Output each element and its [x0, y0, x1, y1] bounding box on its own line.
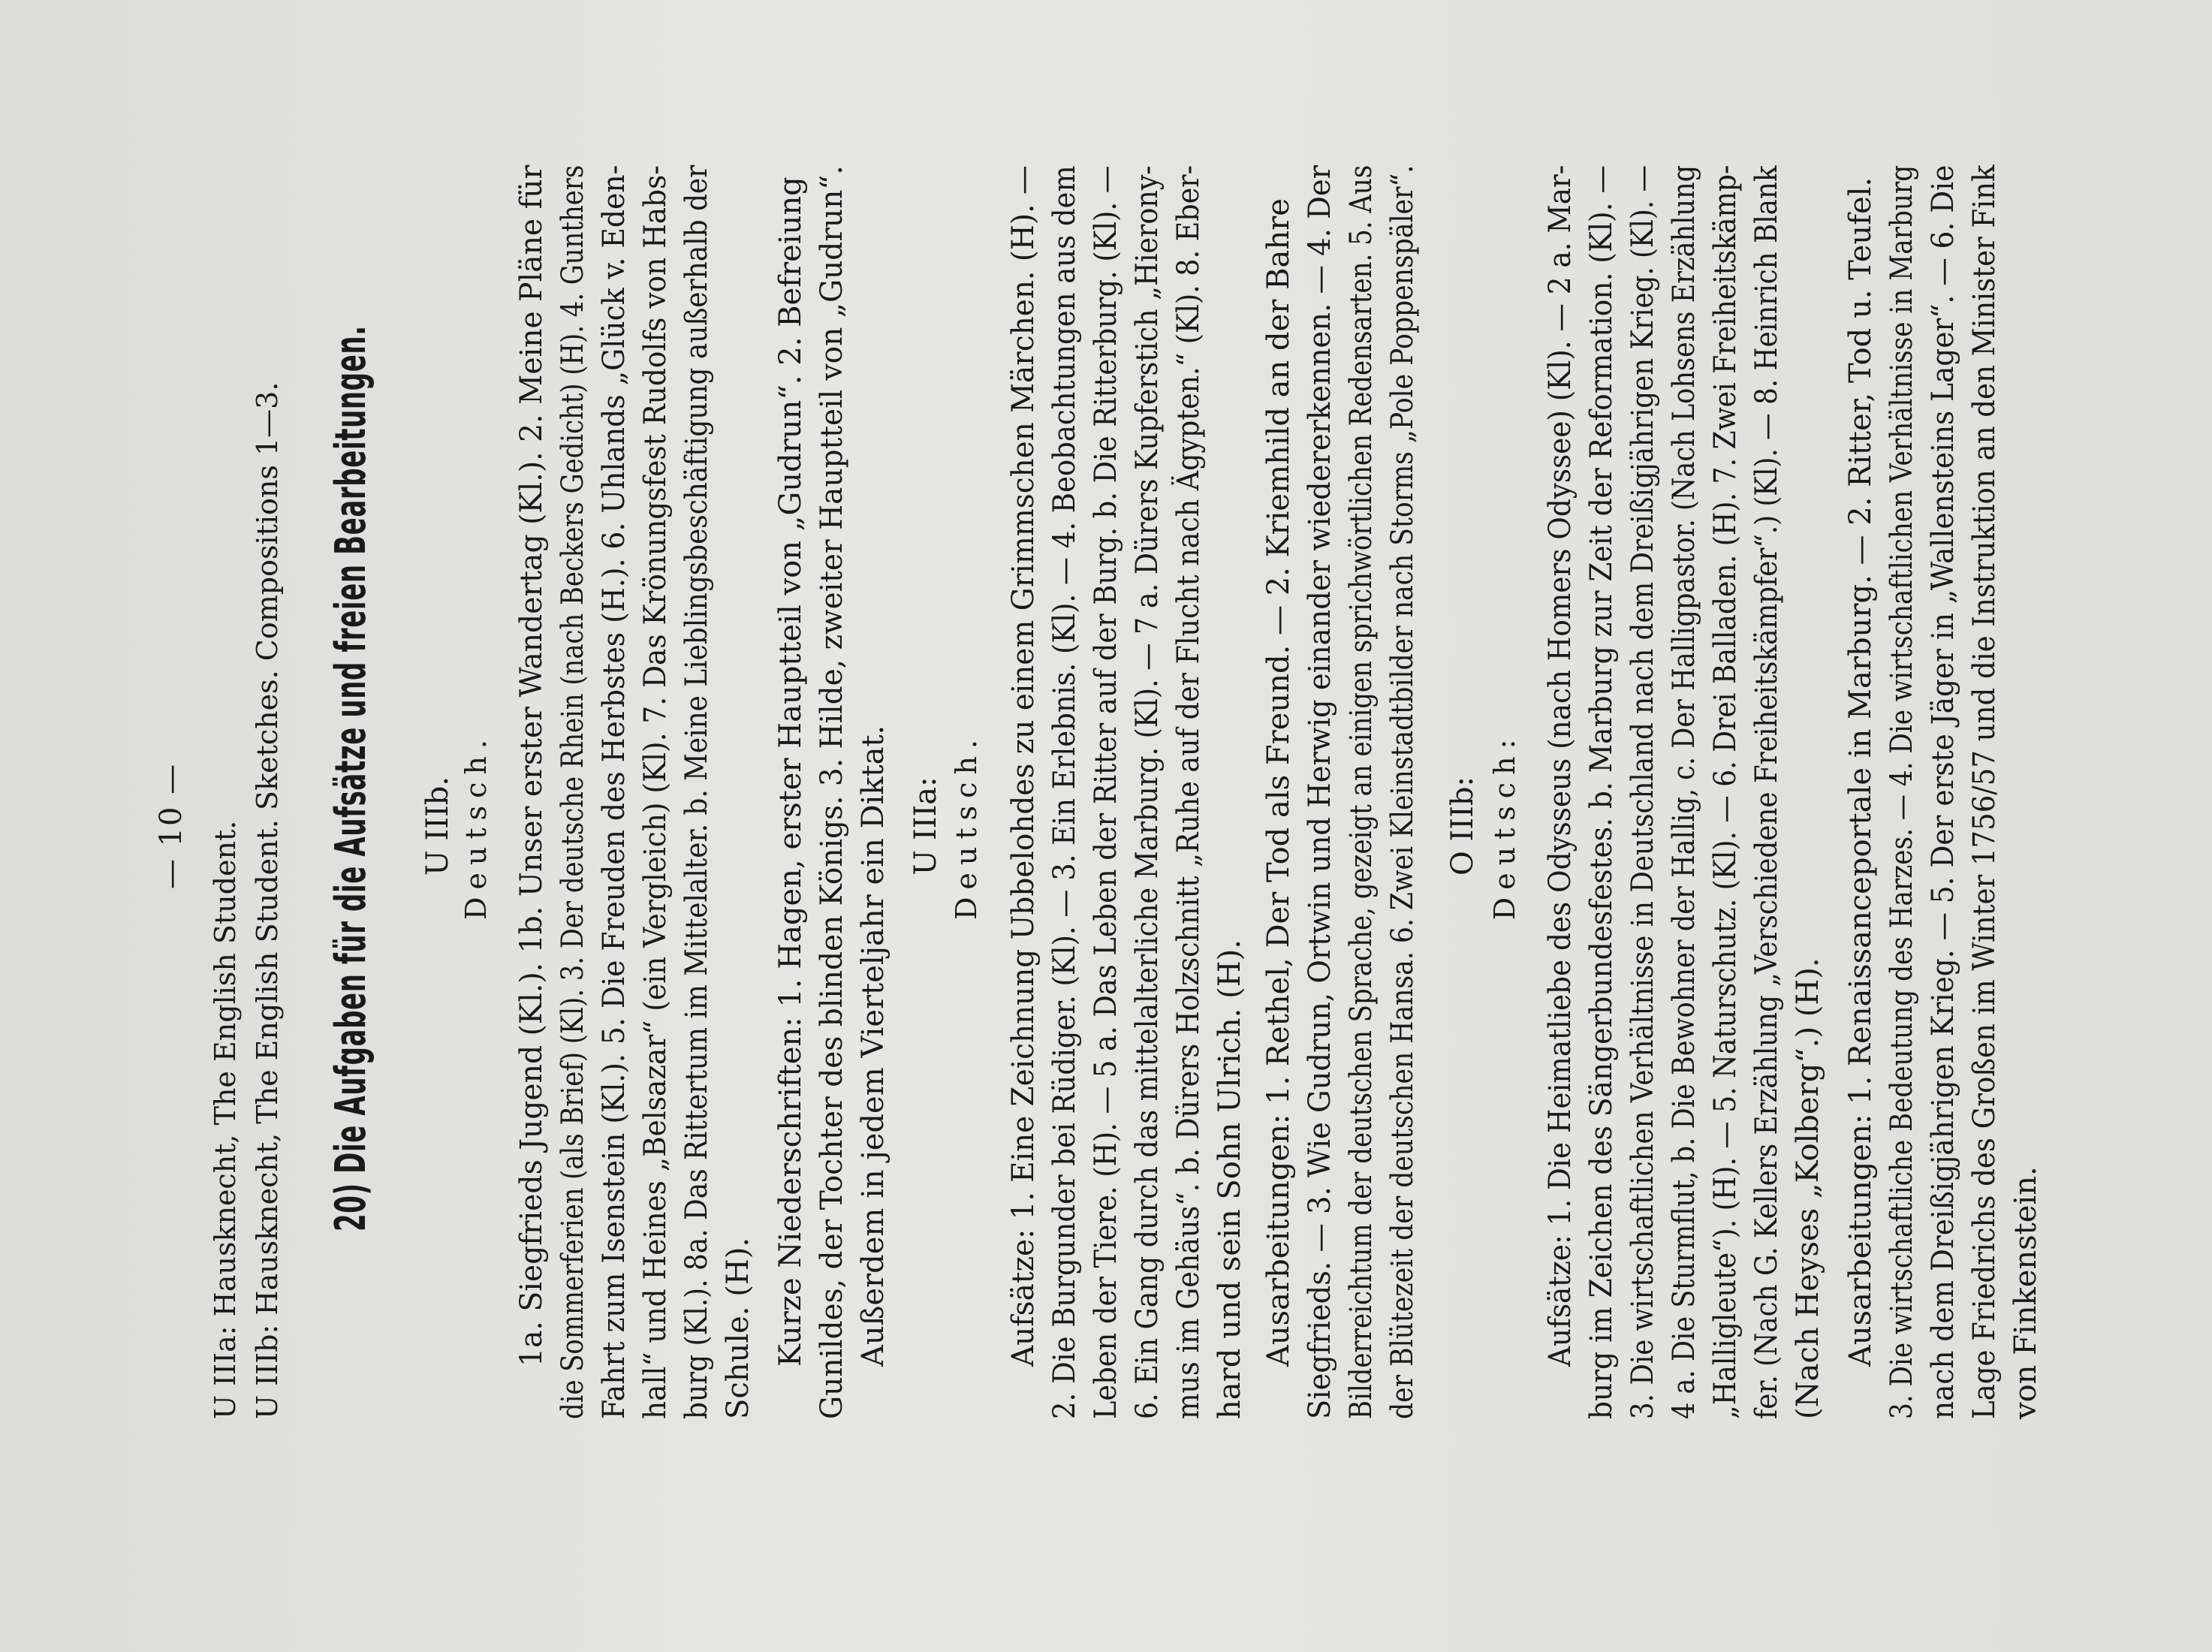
class-label-uiiia: U IIIa: — [909, 776, 943, 876]
text-line: mus im Gehäus“. b. Dürers Holzschnitt „Ruhe auf der Flucht nach Ägypten.“ (Kl). 8. Eber- — [1171, 165, 1206, 1419]
text-line: „Halligleute“). (H). — 5. Naturschutz. (Kl). — 6. Drei Balladen. (H). 7. Zwei Freiheitskämp- — [1708, 164, 1743, 1419]
header-line: U IIIb: Hausknecht, The English Student. Sketches. Compositions 1—3. — [251, 381, 284, 1419]
text-line: nach dem Dreißigjährigen Krieg. — 5. Der erste Jäger in „Wallensteins Lager“. — 6. Die — [1926, 164, 1960, 1419]
text-line: 2. Die Burgunder bei Rüdiger. (Kl). — 3. Ein Erlebnis. (Kl). — 4. Beobachtungen aus dem — [1047, 165, 1082, 1419]
text-line: burg (Kl.). 8a. Das Rittertum im Mittelalter. b. Meine Lieblingsbeschäftigung außerhalb der — [680, 164, 714, 1419]
text-line: der Blütezeit der deutschen Hansa. 6. Zwei Kleinstadtbilder nach Storms „Pole Poppenspäler“. — [1385, 164, 1420, 1419]
class-label-uiiib: U IIIb. — [420, 776, 455, 876]
subject-label: Deutsch: — [1488, 731, 1521, 921]
text-line: von Finkenstein. — [2009, 1166, 2043, 1419]
section-heading: 20) Die Aufgaben für die Aufsätze und freien Bearbeitungen. — [327, 325, 375, 1231]
header-line: U IIIa: Hausknecht, The English Student. — [209, 820, 242, 1419]
text-line: 4 a. Die Sturmflut, b. Die Bewohner der Hallig, c. Der Halligpastor. (Nach Lohsens Erzählung — [1667, 164, 1701, 1419]
class-label-oiiib: O IIIb: — [1445, 776, 1480, 876]
subject-label: Deutsch. — [950, 731, 983, 921]
text-line: (Nach Heyses „Kolberg“.) (H). — [1791, 957, 1825, 1419]
text-line: burg im Zeichen des Sängerbundesfestes. b. Marburg zur Zeit der Reformation. (Kl). — — [1584, 164, 1619, 1419]
text-line: Leben der Tiere. (H). — 5 a. Das Leben der Ritter auf der Burg. b. Die Ritterburg. (Kl). — — [1089, 165, 1123, 1419]
text-line: Ausarbeitungen: 1. Rethel, Der Tod als Freund. — 2. Kriemhild an der Bahre — [1261, 198, 1296, 1367]
text-line: Bilderreichtum der deutschen Sprache, gezeigt an einigen sprichwörtlichen Redensarten. 5. Aus — [1344, 164, 1379, 1419]
text-line: Lage Friedrichs des Großen im Winter 1756/57 und die Instruktion an den Minister Fink — [1967, 164, 2002, 1419]
text-line: 6. Ein Gang durch das mittelalterliche Marburg. (Kl). — 7 a. Dürers Kupferstich „Hierony- — [1130, 165, 1165, 1419]
text-line: Ausarbeitungen: 1. Renaissanceportale in Marburg. — 2. Ritter, Tod u. Teufel. — [1843, 176, 1878, 1367]
text-line: hard und sein Sohn Ulrich. (H). — [1213, 939, 1247, 1419]
text-line: Gunildes, der Tochter des blinden Königs. 3. Hilde, zweiter Hauptteil von „Gudrun“. — [815, 165, 849, 1419]
text-line: fer. (Nach G. Kellers Erzählung „Verschiedene Freiheitskämpfer“.) (Kl). — 8. Heinrich Blank — [1749, 165, 1784, 1419]
text-line: 1a. Siegfrieds Jugend (Kl.). 1b. Unser erster Wandertag (Kl.). 2. Meine Pläne für — [514, 164, 549, 1367]
text-line: hall“ und Heines „Belsazar“ (ein Vergleich) (Kl). 7. Das Krönungsfest Rudolfs von Habs- — [638, 165, 673, 1419]
page-number: — 10 — — [154, 762, 188, 890]
text-line: Kurze Niederschriften: 1. Hagen, erster Hauptteil von „Gudrun“. 2. Befreiung — [773, 176, 808, 1367]
subject-label: Deutsch. — [460, 731, 493, 921]
text-line: Außerdem in jedem Vierteljahr ein Diktat. — [856, 725, 891, 1367]
text-line: 3. Die wirtschaftliche Bedeutung des Harzes. — 4. Die wirtschaftlichen Verhältnisse in Marburg — [1885, 164, 1919, 1419]
text-line: Fahrt zum Isenstein (Kl.). 5. Die Freuden des Herbstes (H.). 6. Uhlands „Glück v. Eden- — [597, 164, 631, 1419]
text-line: Aufsätze: 1. Eine Zeichnung Ubbelohdes zu einem Grimmschen Märchen. (H). — — [1006, 165, 1041, 1367]
text-line: Schule. (H). — [721, 1237, 755, 1419]
text-line: Siegfrieds. — 3. Wie Gudrun, Ortwin und Herwig einander wiedererkennen. — 4. Der — [1303, 165, 1337, 1419]
text-line: die Sommerferien (als Brief) (Kl). 3. Der deutsche Rhein (nach Beckers Gedicht) (H). 4. Gunthers — [556, 164, 590, 1419]
text-line: 3. Die wirtschaftlichen Verhältnisse in Deutschland nach dem Dreißigjährigen Krieg. (Kl). — — [1626, 164, 1660, 1419]
text-line: Aufsätze: 1. Die Heimatliebe des Odysseus (nach Homers Odyssee) (Kl). — 2 a. Mar- — [1543, 164, 1578, 1367]
